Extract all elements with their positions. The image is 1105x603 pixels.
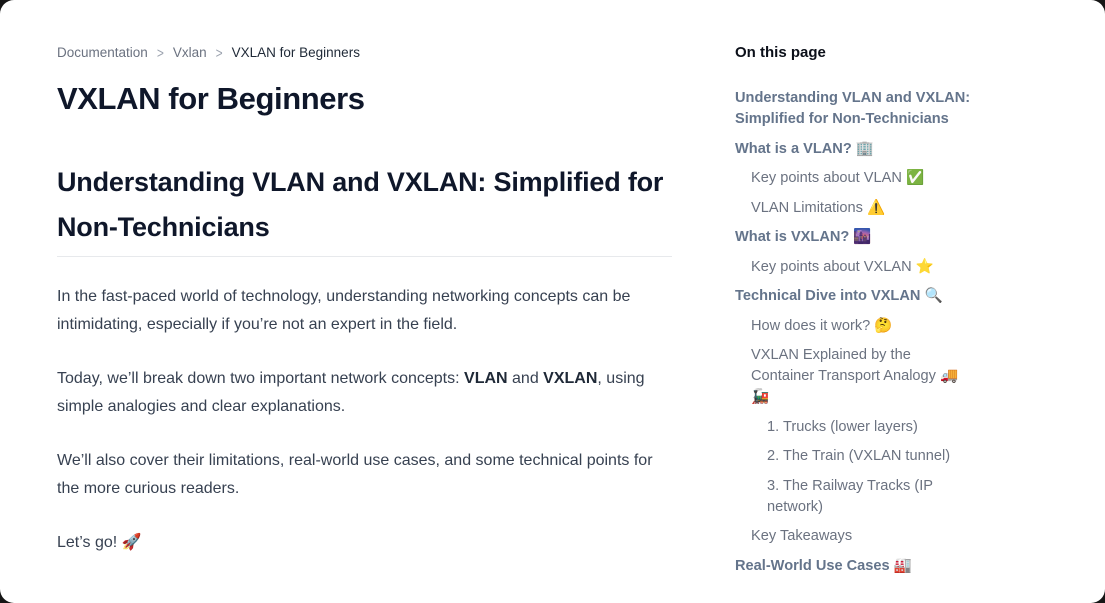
- toc-item[interactable]: VLAN Limitations ⚠️: [751, 199, 886, 216]
- page-title: VXLAN for Beginners: [57, 81, 365, 116]
- article-body: [57, 283, 672, 557]
- toc-item[interactable]: 3. The Railway Tracks (IP network): [767, 477, 933, 515]
- breadcrumb: [57, 44, 672, 62]
- paragraph: In the fast-paced world of technology, understanding networking concepts can be intimidating, especially if you’re not an expert in the field.: [57, 288, 631, 333]
- toc-item[interactable]: Technical Dive into VXLAN 🔍: [735, 288, 943, 304]
- toc-item[interactable]: Real-World Use Cases 🏭: [735, 557, 912, 574]
- paragraph: Let’s go! 🚀: [57, 534, 142, 551]
- toc-item[interactable]: Key points about VXLAN ⭐: [751, 258, 934, 275]
- breadcrumb-item[interactable]: Documentation: [57, 45, 148, 60]
- toc-item[interactable]: What is a VLAN? 🏢: [735, 140, 874, 157]
- paragraph: We’ll also cover their limitations, real-world use cases, and some technical points for the more curious readers.: [57, 452, 653, 497]
- breadcrumb-item: VXLAN for Beginners: [231, 45, 360, 60]
- toc-item[interactable]: What is VXLAN? 🌆: [735, 229, 872, 245]
- toc-item[interactable]: VXLAN Explained by the Container Transport Analogy 🚚 🚂: [751, 347, 959, 405]
- toc-heading: On this page: [735, 44, 826, 61]
- toc-sidebar: [735, 0, 977, 603]
- breadcrumb-item[interactable]: Vxlan: [172, 45, 207, 60]
- toc-item[interactable]: Key Takeaways: [751, 528, 853, 544]
- toc-item[interactable]: Key points about VLAN ✅: [751, 170, 925, 186]
- section-heading: Understanding VLAN and VXLAN: Simplified for Non-Technicians: [57, 160, 672, 257]
- toc-item[interactable]: How does it work? 🤔: [751, 317, 893, 334]
- toc-list: [735, 88, 977, 577]
- toc-item[interactable]: 2. The Train (VXLAN tunnel): [767, 448, 951, 464]
- breadcrumb-separator-icon: >: [156, 44, 164, 62]
- toc-item[interactable]: Understanding VLAN and VXLAN: Simplified for Non-Technicians: [735, 90, 971, 127]
- toc-item[interactable]: 1. Trucks (lower layers): [767, 418, 918, 435]
- paragraph: Today, we’ll break down two important network concepts: VLAN and VXLAN, using simple analogies and clear explanations.: [57, 370, 645, 415]
- breadcrumb-separator-icon: >: [215, 44, 223, 62]
